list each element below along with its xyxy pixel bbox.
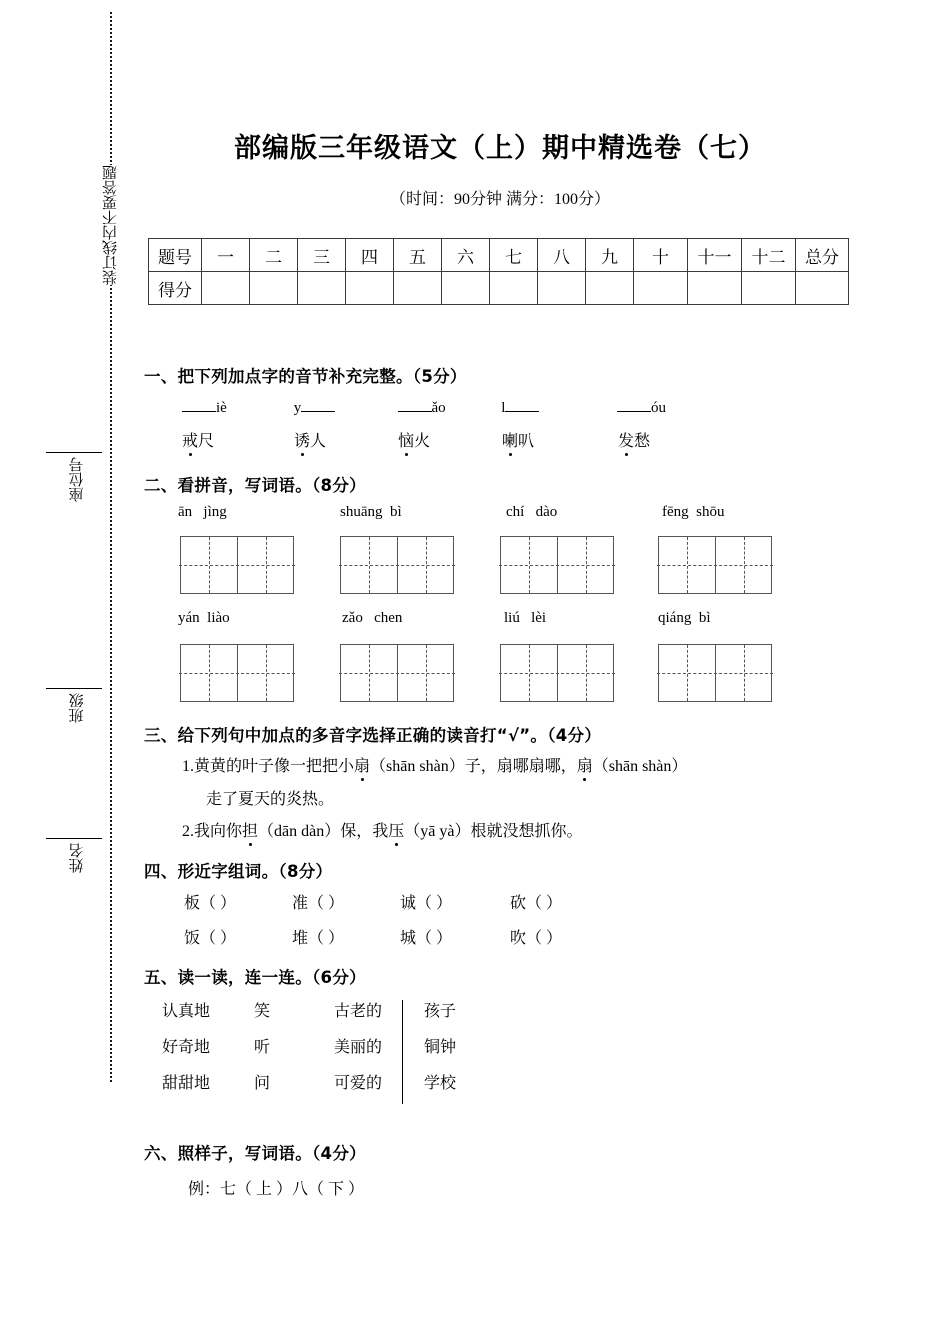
writing-grid-3[interactable]	[500, 536, 614, 594]
pinyin-blank-4[interactable]: l	[501, 398, 613, 417]
score-cell-12[interactable]	[742, 272, 796, 305]
word-5: 发愁	[618, 428, 650, 451]
q2-pinyin-r2-g3: liú lèi	[504, 610, 547, 626]
question-4-row-2	[184, 925, 562, 948]
score-col-11: 十一	[688, 239, 742, 272]
score-cell-10[interactable]	[634, 272, 688, 305]
pinyin-blank-3[interactable]: ǎo	[398, 398, 498, 417]
q4-item-6[interactable]: 堆（ ）	[292, 930, 345, 947]
word-4: 喇叭	[502, 428, 614, 451]
match-adjective-3[interactable]: 可爱的	[334, 1075, 383, 1092]
question-1-heading: 一、把下列加点字的音节补充完整。（5分）	[144, 367, 467, 386]
q2-pinyin-r1-g1: ān jìng	[178, 504, 227, 520]
student-name-blank[interactable]	[46, 838, 102, 840]
question-6-example: 例：七（ 上 ）八（ 下 ）	[188, 1181, 365, 1198]
score-table-row-label-2: 得分	[149, 272, 202, 305]
q2-pinyin-r1-g3: chí dào	[506, 504, 558, 520]
score-cell-6[interactable]	[442, 272, 490, 305]
score-col-10: 十	[634, 239, 688, 272]
seal-vertical-text: 装订线内不要答题	[100, 165, 122, 285]
score-col-3: 三	[298, 239, 346, 272]
q4-item-7[interactable]: 城（ ）	[400, 930, 453, 947]
writing-grid-6[interactable]	[340, 644, 454, 702]
matching-divider-line	[402, 1000, 403, 1104]
writing-grid-2[interactable]	[340, 536, 454, 594]
q4-item-5[interactable]: 饭（ ）	[184, 930, 237, 947]
score-cell-4[interactable]	[346, 272, 394, 305]
score-col-9: 九	[586, 239, 634, 272]
score-col-1: 一	[202, 239, 250, 272]
pinyin-blank-1[interactable]: iè	[182, 398, 290, 417]
student-class-blank[interactable]	[46, 688, 102, 690]
score-table-row-label: 题号	[149, 239, 202, 272]
q2-pinyin-r1-g4: fēng shōu	[662, 504, 725, 520]
student-class-field[interactable]	[46, 688, 102, 723]
score-cell-8[interactable]	[538, 272, 586, 305]
q4-item-4[interactable]: 砍（ ）	[510, 895, 563, 912]
score-cell-2[interactable]	[250, 272, 298, 305]
question-2-heading: 二、看拼音，写词语。（8分）	[144, 476, 366, 495]
pinyin-blank-2[interactable]: y	[294, 398, 394, 417]
student-seat-blank[interactable]	[46, 452, 102, 454]
match-adverb-2[interactable]: 好奇地	[162, 1039, 211, 1056]
score-cell-1[interactable]	[202, 272, 250, 305]
writing-grid-4[interactable]	[658, 536, 772, 594]
score-col-total: 总分	[796, 239, 849, 272]
score-cell-11[interactable]	[688, 272, 742, 305]
q4-item-2[interactable]: 准（ ）	[292, 895, 345, 912]
writing-grid-1[interactable]	[180, 536, 294, 594]
page-title: 部编版三年级语文（上）期中精选卷（七）	[234, 133, 766, 163]
score-col-8: 八	[538, 239, 586, 272]
score-col-6: 六	[442, 239, 490, 272]
question-6-heading: 六、照样子，写词语。（4分）	[144, 1144, 366, 1163]
q2-pinyin-r1-g2: shuāng bì	[340, 504, 402, 520]
question-1-words-row	[182, 428, 650, 451]
writing-grid-7[interactable]	[500, 644, 614, 702]
match-verb-1[interactable]: 笑	[254, 1003, 271, 1020]
score-col-12: 十二	[742, 239, 796, 272]
score-col-2: 二	[250, 239, 298, 272]
match-adverb-3[interactable]: 甜甜地	[162, 1075, 211, 1092]
exam-subtitle: （时间：90分钟 满分：100分）	[389, 191, 610, 208]
student-class-label: 班级	[69, 693, 86, 723]
writing-grid-5[interactable]	[180, 644, 294, 702]
score-col-5: 五	[394, 239, 442, 272]
word-2: 诱人	[294, 428, 394, 451]
student-seat-field[interactable]	[46, 452, 102, 502]
score-cell-9[interactable]	[586, 272, 634, 305]
question-3-item-1-line-1: 1.黄黄的叶子像一把把小扇（shān shàn）子，扇哪扇哪，扇（shān shàn）	[182, 753, 687, 776]
q4-item-3[interactable]: 诚（ ）	[400, 895, 453, 912]
pinyin-blank-5[interactable]: óu	[617, 398, 666, 417]
score-cell-3[interactable]	[298, 272, 346, 305]
writing-grid-8[interactable]	[658, 644, 772, 702]
question-1-pinyin-row	[182, 398, 666, 417]
question-3-item-1-line-2: 走了夏天的炎热。	[206, 791, 335, 808]
match-noun-1[interactable]: 孩子	[424, 1003, 457, 1020]
student-seat-label: 座位号	[69, 457, 86, 502]
score-cell-7[interactable]	[490, 272, 538, 305]
question-3-heading: 三、给下列句中加点的多音字选择正确的读音打“√”。（4分）	[144, 726, 602, 745]
match-adjective-2[interactable]: 美丽的	[334, 1039, 383, 1056]
matching-exercise	[162, 998, 582, 1108]
match-noun-2[interactable]: 铜钟	[424, 1039, 457, 1056]
score-cell-5[interactable]	[394, 272, 442, 305]
match-adjective-1[interactable]: 古老的	[334, 1003, 383, 1020]
seal-margin	[0, 0, 140, 1344]
q2-pinyin-r2-g1: yán liào	[178, 610, 230, 626]
student-name-field[interactable]	[46, 838, 102, 873]
question-4-row-1	[184, 890, 562, 913]
question-3-item-2: 2.我向你担（dān dàn）保，我压（yā yà）根就没想抓你。	[182, 818, 583, 841]
match-verb-3[interactable]: 问	[254, 1075, 271, 1092]
q2-pinyin-r2-g2: zǎo chen	[342, 610, 403, 626]
match-adverb-1[interactable]: 认真地	[162, 1003, 211, 1020]
word-3: 恼火	[398, 428, 498, 451]
word-1: 戒尺	[182, 428, 290, 451]
student-name-label: 姓名	[69, 843, 86, 873]
table-row-scores	[149, 272, 849, 305]
q4-item-1[interactable]: 板（ ）	[184, 895, 237, 912]
score-table	[148, 238, 849, 305]
score-col-4: 四	[346, 239, 394, 272]
question-5-heading: 五、读一读，连一连。（6分）	[144, 968, 366, 987]
score-col-7: 七	[490, 239, 538, 272]
match-verb-2[interactable]: 听	[254, 1039, 271, 1056]
match-noun-3[interactable]: 学校	[424, 1075, 457, 1092]
table-row-header	[149, 239, 849, 272]
q2-pinyin-r2-g4: qiáng bì	[658, 610, 711, 626]
exam-sheet	[140, 0, 950, 1344]
score-cell-total[interactable]	[796, 272, 849, 305]
question-4-heading: 四、形近字组词。（8分）	[144, 862, 333, 881]
q4-item-8[interactable]: 吹（ ）	[510, 930, 563, 947]
